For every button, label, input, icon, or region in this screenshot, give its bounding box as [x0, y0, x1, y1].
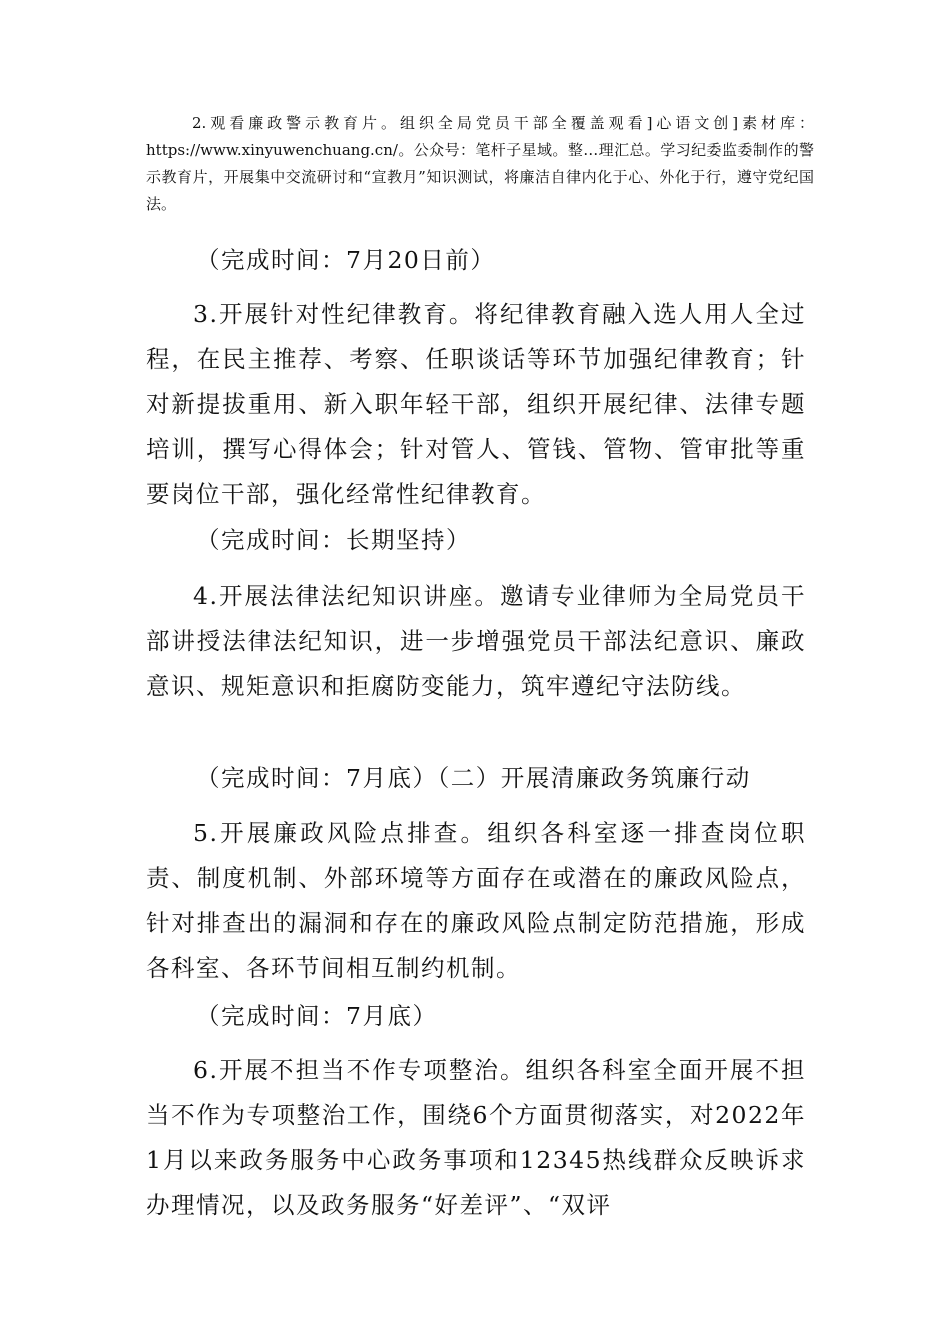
item-3-paragraph: 3.开展针对性纪律教育。将纪律教育融入选人用人全过程，在民主推荐、考察、任职谈话等环节加强纪律教育；针对新提拔重用、新入职年轻干部，组织开展纪律、法律专题培训，撰写心得体会；针对管人、管钱、管物、管审批等重要岗位干部，强化经常性纪律教育。: [146, 300, 806, 508]
completion-time-item-3: （完成时间：长期坚持）: [196, 526, 471, 554]
item-2-paragraph: [146, 110, 814, 218]
item-5-paragraph: 5.开展廉政风险点排查。组织各科室逐一排查岗位职责、制度机制、外部环境等方面存在或潜在的廉政风险点，针对排查出的漏洞和存在的廉政风险点制定防范措施，形成各科室、各环节间相互制约机制。: [146, 819, 806, 982]
item-4-paragraph: 4.开展法律法纪知识讲座。邀请专业律师为全局党员干部讲授法律法纪知识，进一步增强党员干部法纪意识、廉政意识、规矩意识和拒腐防变能力，筑牢遵纪守法防线。: [146, 582, 806, 700]
completion-time-item-5: （完成时间：7月底）: [196, 1002, 438, 1030]
item-6-paragraph: 6.开展不担当不作专项整治。组织各科室全面开展不担当不作为专项整治工作，围绕6个方面贯彻落实，对2022年1月以来政务服务中心政务事项和12345热线群众反映诉求办理情况，以及政务服务“好差评”、“双评: [146, 1056, 806, 1219]
completion-time-item-2: （完成时间：7月20日前）: [196, 246, 496, 274]
completion-time-item-4-and-section-2-heading: （完成时间：7月底）（二）开展清廉政务筑廉行动: [196, 764, 751, 792]
item-2-text: 2.观看廉政警示教育片。组织全局党员干部全覆盖观看]心语文创]素材库：https://www.xinyuwenchuang.cn/。公众号：笔杆子星域。整…理汇总。学习纪委监委制作的警示教育片，开展集中交流研讨和“宣教月”知识测试，将廉洁自律内化于心、外化于行，遵守党纪国法。: [146, 114, 814, 213]
